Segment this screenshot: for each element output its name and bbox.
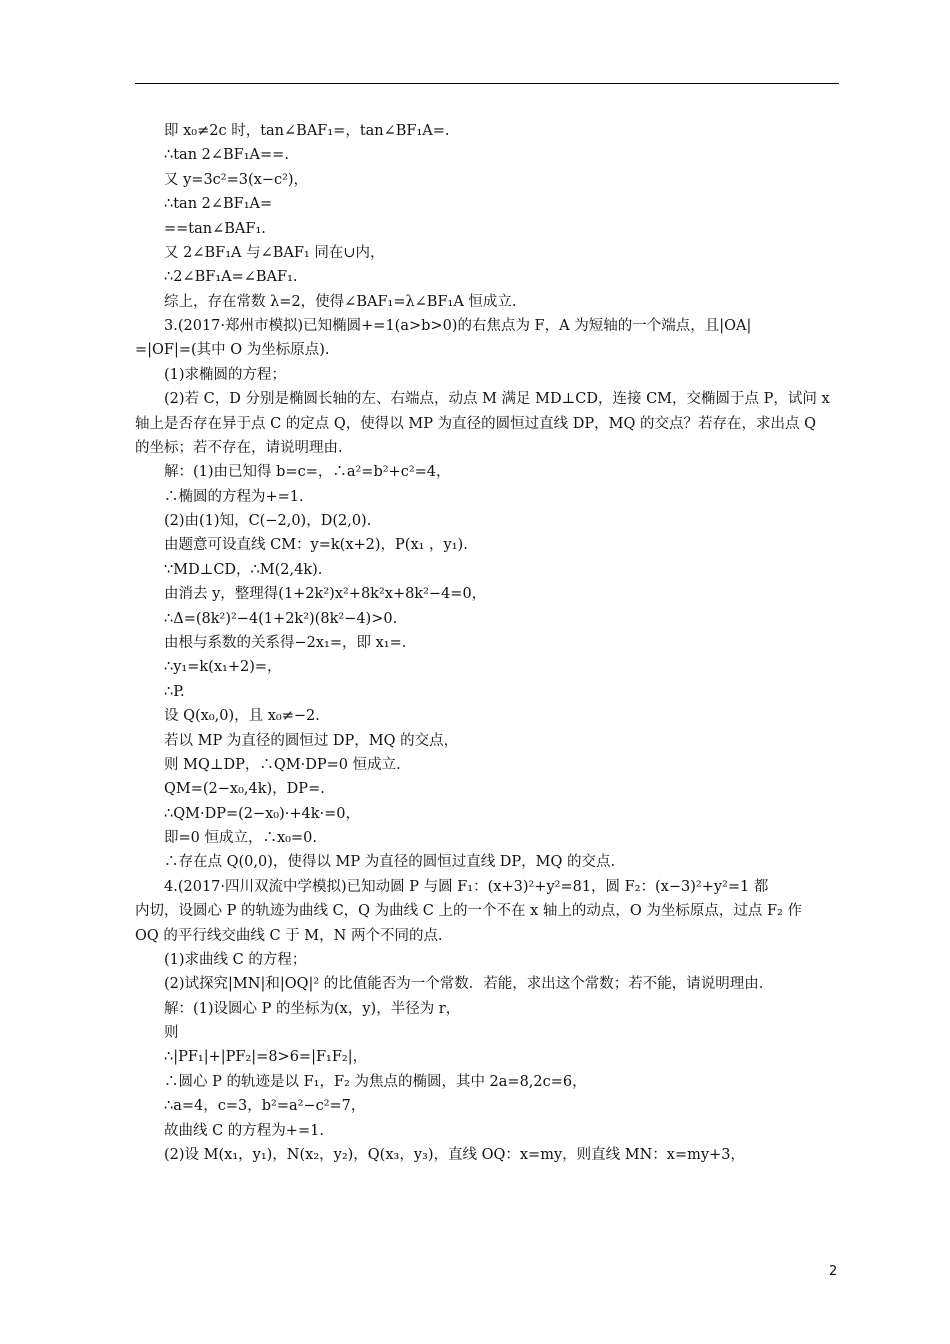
text-line: 则 [164,1025,179,1042]
text-line: (1)求曲线 C 的方程； [164,951,307,968]
text-line: 轴上是否存在异于点 C 的定点 Q，使得以 MP 为直径的圆恒过直线 DP，MQ 的交点？若存在，求出点 Q [135,415,816,432]
text-line: OQ 的平行线交曲线 C 于 M，N 两个不同的点. [135,927,443,944]
text-line: ∴QM·DP=(2−x₀)·+4k·=0， [164,805,361,822]
text-line: 则 MQ⊥DP，∴QM·DP=0 恒成立. [164,756,401,773]
text-line: =|OF|=(其中 O 为坐标原点). [135,342,330,359]
text-line: ∴tan 2∠BF₁A==. [164,147,289,164]
text-line: ∴椭圆的方程为+=1. [164,488,304,505]
text-line: (2)设 M(x₁，y₁)，N(x₂，y₂)，Q(x₃，y₃)，直线 OQ：x=my，则直线 MN：x=my+3， [164,1146,745,1163]
text-line: ∴2∠BF₁A=∠BAF₁. [164,269,298,286]
text-line: 即 x₀≠2c 时，tan∠BAF₁=，tan∠BF₁A=. [164,123,450,139]
text-line: ∴圆心 P 的轨迹是以 F₁，F₂ 为焦点的椭圆，其中 2a=8,2c=6， [164,1073,587,1090]
text-line: 解：(1)由已知得 b=c=，∴a²=b²+c²=4， [164,464,451,481]
text-line: 3.(2017·郑州市模拟)已知椭圆+=1(a>b>0)的右焦点为 F，A 为短轴的一个端点，且|OA| [164,318,752,335]
text-line: ∴a=4，c=3，b²=a²−c²=7， [164,1098,366,1115]
text-line: ∴|PF₁|+|PF₂|=8>6=|F₁F₂|， [164,1049,368,1066]
text-line: (2)若 C，D 分别是椭圆长轴的左、右端点，动点 M 满足 MD⊥CD，连接 CM，交椭圆于点 P，试问 x [164,391,830,408]
text-line: 解：(1)设圆心 P 的坐标为(x，y)，半径为 r， [164,1000,461,1017]
text-line: 又 2∠BF₁A 与∠BAF₁ 同在∪内， [164,244,385,261]
text-line: (2)由(1)知，C(−2,0)，D(2,0). [164,513,372,530]
header-rule [135,83,839,84]
text-line: 故曲线 C 的方程为+=1. [164,1122,324,1139]
text-line: 若以 MP 为直径的圆恒过 DP，MQ 的交点， [164,732,459,749]
text-line: ∴y₁=k(x₁+2)=， [164,659,282,676]
text-line: 即=0 恒成立，∴x₀=0. [164,830,317,847]
text-line: 由题意可设直线 CM：y=k(x+2)，P(x₁ ，y₁). [164,537,468,554]
text-line: ∴tan 2∠BF₁A= [164,196,273,213]
text-line: ∵MD⊥CD，∴M(2,4k). [164,561,323,578]
page-number: 2 [829,1264,838,1279]
text-line: 内切，设圆心 P 的轨迹为曲线 C，Q 为曲线 C 上的一个不在 x 轴上的动点，O 为坐标原点，过点 F₂ 作 [135,903,802,920]
text-line: 由消去 y，整理得(1+2k²)x²+8k²x+8k²−4=0， [164,586,487,603]
text-line: ∴P. [164,683,185,700]
text-line: ∴Δ=(8k²)²−4(1+2k²)(8k²−4)>0. [164,610,398,627]
text-line: (2)试探究|MN|和|OQ|² 的比值能否为一个常数．若能，求出这个常数；若不能，请说明理由. [164,976,764,993]
text-line: 综上，存在常数 λ=2，使得∠BAF₁=λ∠BF₁A 恒成立. [164,293,517,310]
text-line: 又 y=3c²=3(x−c²)， [164,171,309,188]
text-line: QM=(2−x₀,4k)，DP=. [164,781,325,798]
text-line: ∴存在点 Q(0,0)，使得以 MP 为直径的圆恒过直线 DP，MQ 的交点. [164,854,616,871]
text-line: 4.(2017·四川双流中学模拟)已知动圆 P 与圆 F₁：(x+3)²+y²=81，圆 F₂：(x−3)²+y²=1 都 [164,878,769,895]
text-line: 的坐标；若不存在，请说明理由. [135,439,343,456]
text-line: 设 Q(x₀,0)，且 x₀≠−2. [164,708,320,725]
text-line: 由根与系数的关系得−2x₁=，即 x₁=. [164,634,407,651]
text-line: (1)求椭圆的方程； [164,366,287,383]
text-line: ==tan∠BAF₁. [164,220,266,237]
